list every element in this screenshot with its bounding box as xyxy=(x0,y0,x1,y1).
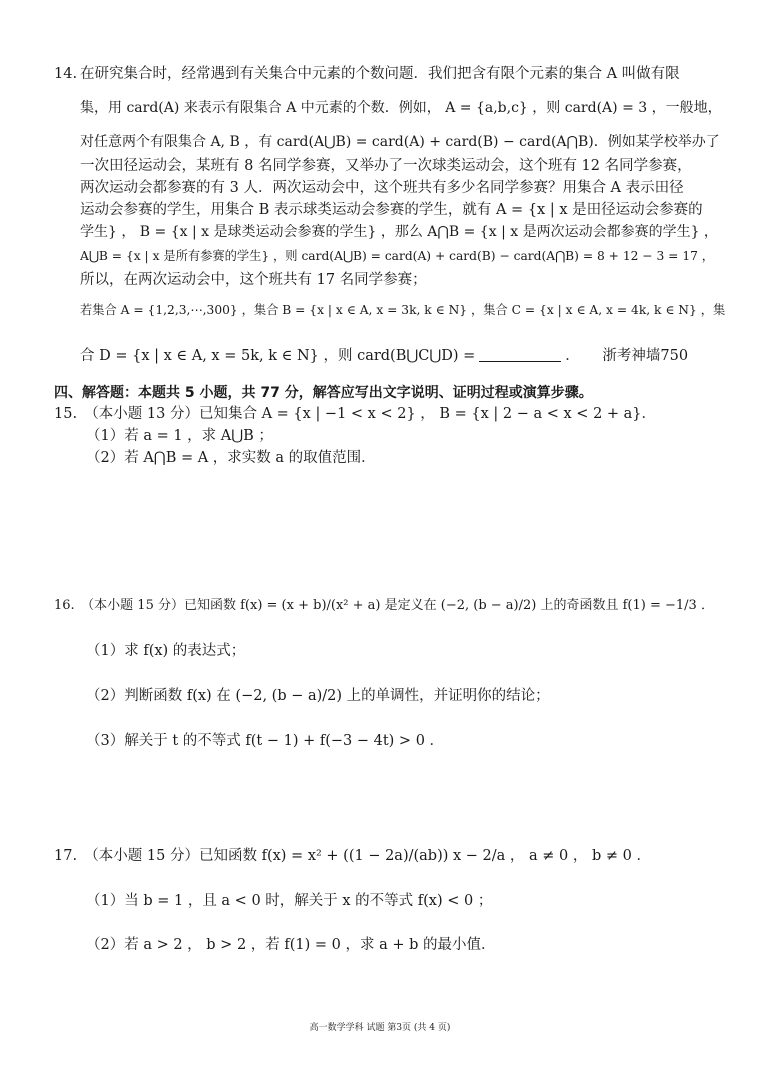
q15-line-2: （1）若 a = 1 ，求 A⋃B ； xyxy=(86,428,273,444)
q14-line-5: 两次运动会都参赛的有 3 人．两次运动会中，这个班共有多少名同学参赛？用集合 A 表示田径 xyxy=(80,180,684,196)
q14-line-2: 集，用 card(A) 来表示有限集合 A 中元素的个数．例如， A = {a,b,c} ，则 card(A) = 3 ，一般地， xyxy=(80,100,722,116)
q16-line-1: 16. （本小题 15 分）已知函数 f(x) = (x + b)/(x² + a) 是定义在 (−2, (b − a)/2) 上的奇函数且 f(1) = −1/3 ． xyxy=(54,598,714,613)
q14-line-11 xyxy=(80,346,688,366)
q17-line-2: （1）当 b = 1 ，且 a < 0 时，解关于 x 的不等式 f(x) < 0 ； xyxy=(86,893,493,909)
page-footer: 高一数学学科 试题 第3页 (共 4 页) xyxy=(309,1023,451,1033)
q14-line-7: 学生} ， B = {x | x 是球类运动会参赛的学生} ，那么 A⋂B = {x | x 是两次运动会都参赛的学生} ， xyxy=(80,224,718,240)
q16-line-4: （3）解关于 t 的不等式 f(t − 1) + f(−3 − 4t) > 0 ． xyxy=(86,733,445,749)
q16-line-3: （2）判断函数 f(x) 在 (−2, (b − a)/2) 上的单调性，并证明你的结论； xyxy=(86,688,550,704)
q15-line-3: （2）若 A⋂B = A ，求实数 a 的取值范围． xyxy=(86,450,376,466)
q14-number: 14. xyxy=(54,66,78,82)
q14-last-line-suffix: ． xyxy=(565,348,580,364)
q14-last-line-prefix: 合 D = {x | x ∈ A, x = 5k, k ∈ N} ，则 card(B⋃C⋃D) = xyxy=(80,348,476,364)
q14-line-4: 一次田径运动会，某班有 8 名同学参赛，又举办了一次球类运动会，这个班有 12 名同学参赛， xyxy=(80,158,692,174)
q14-line-8: A⋃B = {x | x 是所有参赛的学生} ，则 card(A⋃B) = card(A) + card(B) − card(A⋂B) = 8 + 12 − 3 = 17 ， xyxy=(80,249,715,263)
q14-line-9: 所以，在两次运动会中，这个班共有 17 名同学参赛； xyxy=(80,272,427,288)
answer-blank[interactable] xyxy=(479,347,561,362)
q14-line-6: 运动会参赛的学生，用集合 B 表示球类运动会参赛的学生，就有 A = {x | x 是田径运动会参赛的 xyxy=(80,202,703,218)
q17-line-1: 17. （本小题 15 分）已知函数 f(x) = x² + ((1 − 2a)/(ab)) x − 2/a ， a ≠ 0 ， b ≠ 0 ． xyxy=(54,848,651,864)
watermark-text: 浙考神墙750 xyxy=(602,348,689,364)
q14-line-10: 若集合 A = {1,2,3,⋯,300} ，集合 B = {x | x ∈ A, x = 3k, k ∈ N} ，集合 C = {x | x ∈ A, x = 4k, k ∈ N} ，集 xyxy=(80,303,726,317)
q14-line-3: 对任意两个有限集合 A, B ，有 card(A⋃B) = card(A) + card(B) − card(A⋂B)．例如某学校举办了 xyxy=(80,134,720,150)
q17-line-3: （2）若 a > 2 ， b > 2 ，若 f(1) = 0 ，求 a + b 的最小值． xyxy=(86,937,496,953)
section-heading: 四、解答题：本题共 5 小题，共 77 分，解答应写出文字说明、证明过程或演算步骤。 xyxy=(54,385,593,401)
q15-line-1: 15. （本小题 13 分）已知集合 A = {x | −1 < x < 2} ， B = {x | 2 − a < x < 2 + a}． xyxy=(54,406,657,422)
q16-line-2: （1）求 f(x) 的表达式； xyxy=(86,643,246,659)
q14-line-1: 在研究集合时，经常遇到有关集合中元素的个数问题．我们把含有限个元素的集合 A 叫做有限 xyxy=(80,66,680,82)
